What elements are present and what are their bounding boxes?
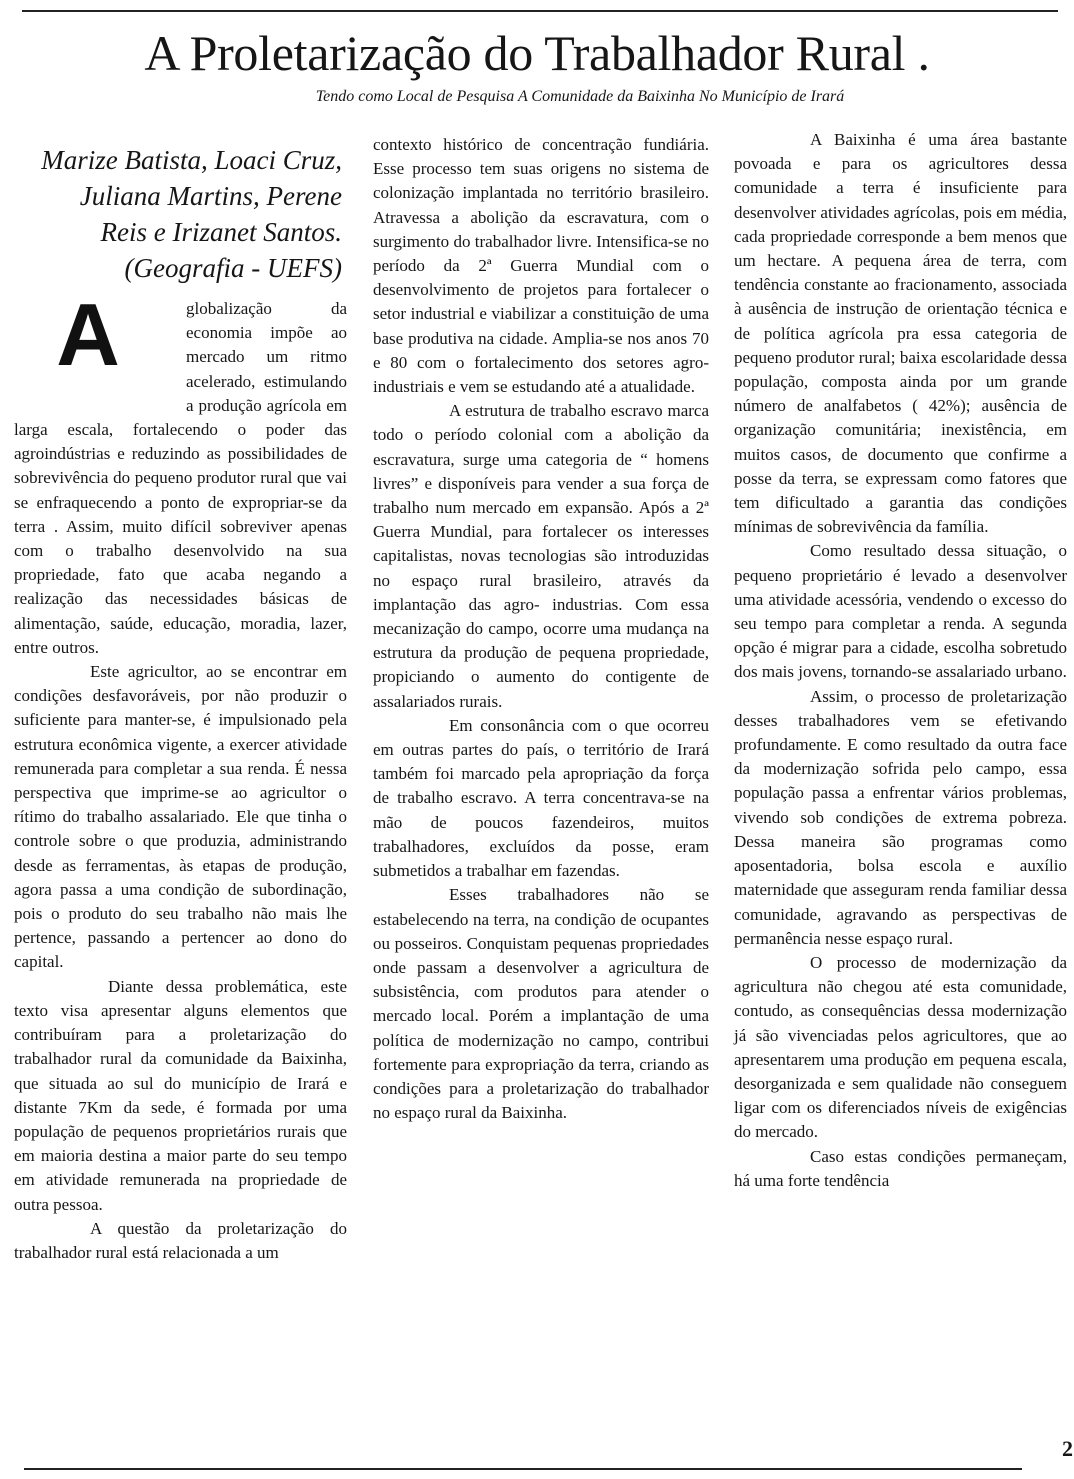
paragraph: Diante dessa problemática, este texto visa apresentar alguns elementos que contribuíram para a proletarização do trabalhador rural da comunidade da Baixinha, que situada ao sul do município de Irará e distante 7Km da sede, é formada por uma população de pequenos proprietários rurais que em maioria destina a maior parte do seu tempo em atividade remunerada na propriedade de outra pessoa. [14, 976, 347, 1214]
author-line: Juliana Martins, Perene [79, 181, 342, 211]
paragraph: Esses trabalhadores não se estabelecendo na terra, na condição de ocupantes ou posseiros. Conquistam pequenas propriedades onde passam a desenvolver a agricultura de subsistência, com produtos para atender o mercado local. Porém a implantação de uma política de modernização no campo, contribui fortemente para expropriação da terra, criando as condições para a proletarização do trabalhador no espaço rural da Baixinha. [373, 885, 709, 1123]
page-number: 2 [1062, 1436, 1073, 1461]
paragraph: Em consonância com o que ocorreu em outras partes do país, o território de Irará também foi marcado pela apropriação da força de trabalho escravo. A terra concentrava-se na mão de poucos fazendeiros, muitos trabalhadores, excluídos da posse, eram submetidos a trabalhar em fazendas. [373, 715, 709, 881]
article-subtitle: Tendo como Local de Pesquisa A Comunidade da Baixinha No Município de Irará [315, 88, 845, 105]
paragraph: A Baixinha é uma área bastante povoada e para os agricultores dessa comunidade a terra é insuficiente para desenvolver atividades agrícolas, pois em média, cada propriedade corresponde a bem menos que um hectare. A pequena área de terra, com tendência constante ao fracionamento, associada à ausência de instrução de orientação técnica e de política agrícola pra essa categoria de pequeno produtor rural; baixa escolaridade dessa população, composta ainda por um grande número de analfabetos ( 42%); ausência de organização comunitária; inexistência, em muitos casos, de documento que confirme a posse da terra, se expressam como fatores que tem dificultado a garantia das condições mínimas de sobrevivência da família. [734, 130, 1067, 537]
paragraph: A questão da proletarização do trabalhador rural está relacionada a um [14, 1218, 347, 1262]
article-column-2 [373, 133, 709, 1125]
author-line: Marize Batista, Loaci Cruz, [41, 145, 342, 175]
author-line: Reis e Irizanet Santos. [100, 217, 342, 247]
bottom-rule [24, 1468, 1022, 1470]
drop-cap-letter: A [56, 299, 120, 384]
paragraph: Este agricultor, ao se encontrar em condições desfavoráveis, por não produzir o suficiente para manter-se, é impulsionado pela estrutura econômica vigente, a exercer atividade remunerada para completar a sua renda. É nessa perspectiva que imprime-se ao agricultor o rítimo do trabalho assalariado. Ele que tinha o controle sobre o que produzia, administrando desde as ferramentas, às etapas de produção, agora passa a uma condição de subordinação, pois o produto do seu trabalho não mais lhe pertence, passando a pertencer ao dono do capital. [14, 662, 347, 972]
drop-cap [14, 299, 180, 397]
paragraph: globalização da economia impõe ao mercado um ritmo acelerado, estimulando a produção agrícola em larga escala, fortalecendo o poder das agroindústrias e reduzindo as possibilidades de sobrevivência do pequeno produtor rural que vai se enfraquecendo a ponto de expropriar-se da terra . Assim, muito difícil sobreviver apenas com o trabalho desenvolvido na sua propriedade, fato que acaba negando a realização das necessidades básicas de alimentação, saúde, educação, moradia, lazer, entre outros. [14, 299, 347, 657]
paragraph: A estrutura de trabalho escravo marca todo o período colonial com a abolição da escravatura, surge uma categoria de “ homens livres” e disponíveis para vender a sua força de trabalho num mercado em expansão. Após a 2ª Guerra Mundial, para fortalecer os interesses capitalistas, novas tecnologias são introduzidas no espaço rural brasileiro, através da implantação das agro- industrias. Com essa mecanização do campo, ocorre uma mudança na estrutura da produção de pequena propriedade, propiciando o aumento do contigente de assalariados rurais. [373, 401, 709, 711]
paragraph: Como resultado dessa situação, o pequeno proprietário é levado a desenvolver uma atividade acessória, vendendo o excesso do seu tempo para completar a renda. A segunda opção é migrar para a cidade, escolha sobretudo dos mais jovens, tornando-se assalariado urbano. [734, 541, 1067, 682]
top-rule [22, 10, 1058, 12]
author-byline [12, 142, 342, 286]
article-title: A Proletarização do Trabalhador Rural . [144, 25, 930, 81]
article-column-1 [14, 297, 347, 1265]
paragraph: O processo de modernização da agricultura não chegou até esta comunidade, contudo, as consequências dessa modernização já são vivenciadas pelos agricultores, que ao apresentarem uma produção em pequena escala, desorganizada e sem qualidade não conseguem ligar com os diferenciados níveis de exigências do mercado. [734, 952, 1067, 1142]
paragraph: Caso estas condições permaneçam, há uma forte tendência [734, 1146, 1067, 1190]
article-column-3 [734, 128, 1067, 1193]
paragraph: contexto histórico de concentração fundiária. Esse processo tem suas origens no sistema de colonização implantada no território brasileiro. Atravessa a abolição da escravatura, com o surgimento do trabalhador livre. Intensifica-se no período da 2ª Guerra Mundial com o desenvolvimento de projetos para fortalecer o setor industrial e viabilizar a constituição de uma base produtiva na cidade. Amplia-se nos anos 70 e 80 com o fortalecimento dos setores agro-industriais e vem se estudando até a atualidade. [373, 135, 709, 397]
author-affiliation: (Geografia - UEFS) [124, 253, 342, 283]
paragraph: Assim, o processo de proletarização desses trabalhadores vem se efetivando profundamente. E como resultado da outra face da modernização sofrida pelo campo, essa população passa a enfrentar vários problemas, vivendo sob condições de extrema pobreza. Dessa maneira são programas como aposentadoria, bolsa escola e auxílio maternidade que asseguram renda familiar dessa comunidade, agravando as perspectivas de permanência nesse espaço rural. [734, 686, 1067, 948]
